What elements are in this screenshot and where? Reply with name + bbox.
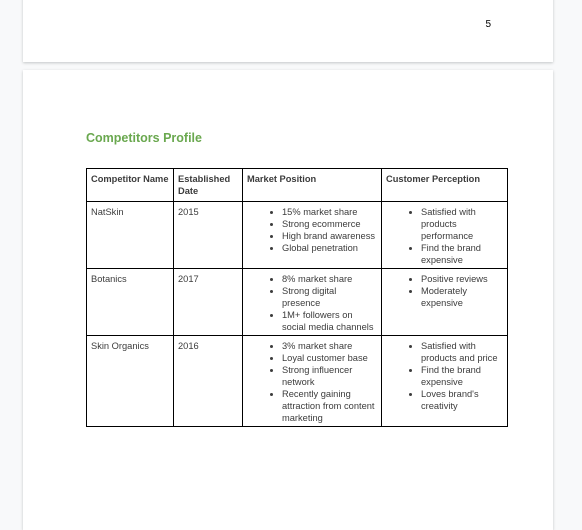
document-page[interactable] (23, 70, 553, 530)
customer-perception-list (386, 206, 503, 266)
customer-perception-cell (382, 202, 508, 269)
header-competitor-name: Competitor Name (87, 169, 174, 202)
customer-perception-cell (382, 336, 508, 427)
market-position-list (247, 273, 377, 333)
list-item: • Strong digital presence (282, 285, 377, 309)
previous-page (23, 0, 553, 62)
market-position-cell (243, 269, 382, 336)
customer-perception-list (386, 273, 503, 309)
competitor-name-cell: Botanics (87, 269, 174, 336)
list-item: • 1M+ followers on social media channels (282, 309, 377, 333)
table-row (87, 202, 508, 269)
list-item: • Find the brand expensive (421, 364, 503, 388)
list-item: • Satisfied with products and price (421, 340, 503, 364)
established-date-cell: 2015 (174, 202, 243, 269)
list-item: • High brand awareness (282, 230, 377, 242)
list-item: • Strong influencer network (282, 364, 377, 388)
table-header-row (87, 169, 508, 202)
header-established-date: Established Date (174, 169, 243, 202)
list-item: • Strong ecommerce (282, 218, 377, 230)
competitors-table (86, 168, 508, 427)
list-item: • Loyal customer base (282, 352, 377, 364)
market-position-cell (243, 202, 382, 269)
table-row (87, 269, 508, 336)
list-item: • 3% market share (282, 340, 377, 352)
established-date-cell: 2017 (174, 269, 243, 336)
list-item: • Positive reviews (421, 273, 503, 285)
table-row (87, 336, 508, 427)
competitor-name-cell: Skin Organics (87, 336, 174, 427)
list-item: • Recently gaining attraction from content marketing (282, 388, 377, 424)
header-market-position: Market Position (243, 169, 382, 202)
list-item: • Find the brand expensive (421, 242, 503, 266)
list-item: • 15% market share (282, 206, 377, 218)
list-item: • Global penetration (282, 242, 377, 254)
market-position-list (247, 206, 377, 254)
list-item: • 8% market share (282, 273, 377, 285)
established-date-cell: 2016 (174, 336, 243, 427)
customer-perception-cell (382, 269, 508, 336)
customer-perception-list (386, 340, 503, 412)
market-position-list (247, 340, 377, 424)
list-item: • Moderately expensive (421, 285, 503, 309)
market-position-cell (243, 336, 382, 427)
section-heading: Competitors Profile (86, 131, 202, 145)
competitor-name-cell: NatSkin (87, 202, 174, 269)
list-item: • Satisfied with products performance (421, 206, 503, 242)
page-number: 5 (485, 19, 491, 30)
header-customer-perception: Customer Perception (382, 169, 508, 202)
list-item: • Loves brand's creativity (421, 388, 503, 412)
